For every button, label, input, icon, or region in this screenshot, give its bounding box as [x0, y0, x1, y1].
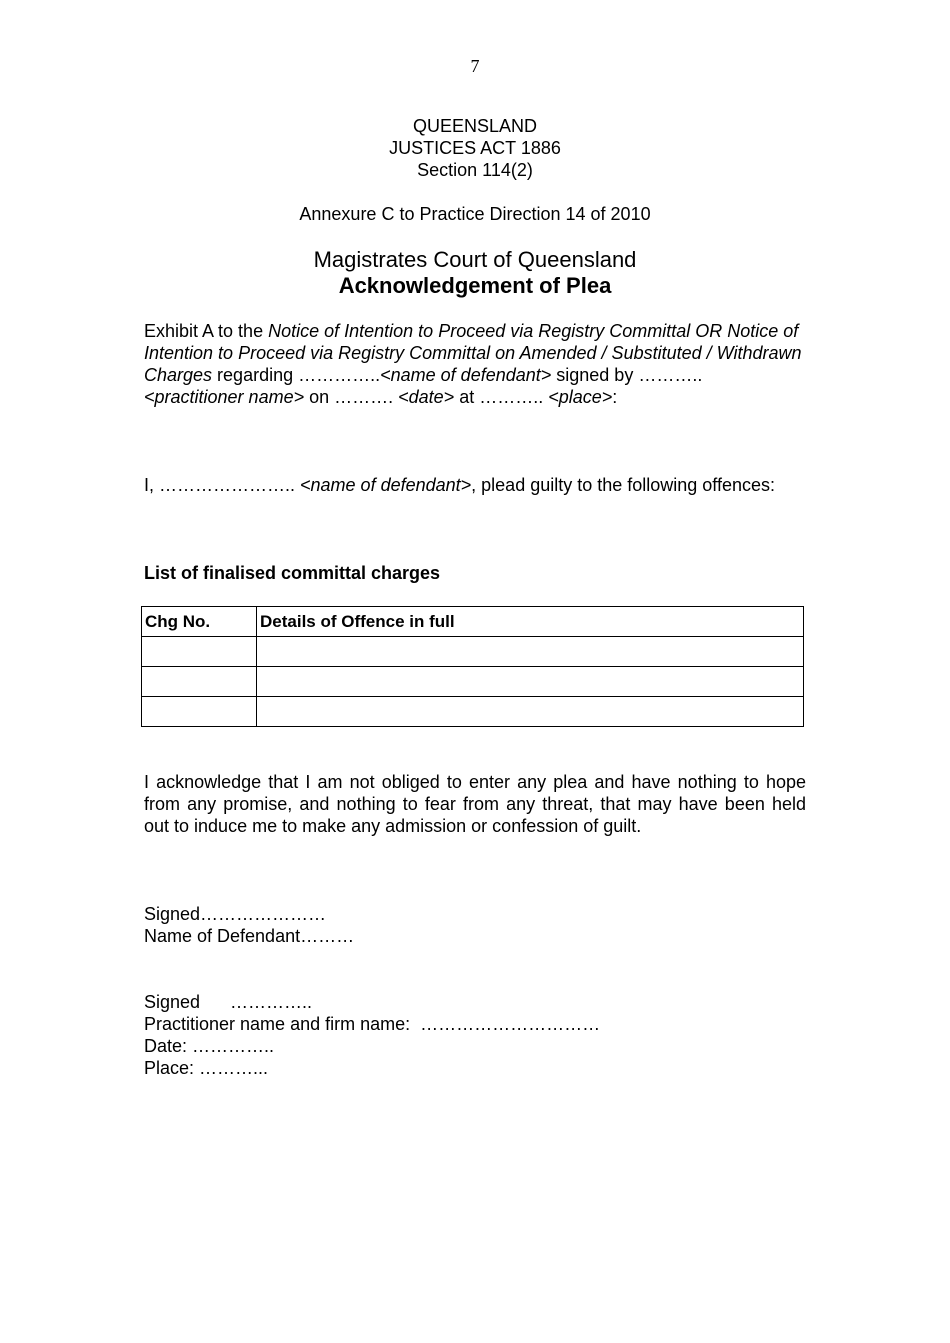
plea-statement [144, 474, 806, 496]
exhibit-paragraph [144, 320, 806, 408]
charge-number-cell[interactable] [142, 667, 257, 697]
charges-section-title: List of finalised committal charges [144, 563, 441, 583]
table-row [142, 637, 804, 667]
defendant-signed-line: Signed………………… [144, 904, 327, 924]
offence-details-cell[interactable] [257, 637, 804, 667]
plea-defendant-placeholder: <name of defendant> [300, 475, 472, 495]
section-reference: Section 114(2) [417, 160, 533, 180]
table-header-row [142, 607, 804, 637]
court-name: Magistrates Court of Queensland [313, 247, 637, 272]
practitioner-name-firm-line: Practitioner name and firm name: ………………………… [144, 1014, 601, 1034]
defendant-placeholder: <name of defendant> [380, 365, 552, 385]
practitioner-signed-line: Signed ………….. [144, 992, 313, 1012]
annexure-reference: Annexure C to Practice Direction 14 of 2010 [299, 204, 651, 224]
offence-details-cell[interactable] [257, 697, 804, 727]
page-number: 7 [470, 56, 480, 76]
document-header [0, 115, 950, 181]
defendant-signature-block [144, 903, 806, 947]
charge-number-cell[interactable] [142, 637, 257, 667]
plea-prefix: I, ………………….. [144, 475, 301, 495]
exhibit-suffix: : [612, 387, 618, 407]
notice-title: Notice of Intention to Proceed via Registry Committal OR Notice of Intention to Proceed via Registry Committal on Amended / Substituted / Withdrawn Charges [144, 321, 802, 385]
defendant-name-line: Name of Defendant……… [144, 926, 355, 946]
place-line: Place: ………... [144, 1058, 269, 1078]
plea-suffix: , plead guilty to the following offences: [471, 475, 776, 495]
acknowledgement-paragraph: I acknowledge that I am not obliged to enter any plea and have nothing to hope from any promise, and nothing to fear from any threat, that may have been held out to induce me to make any admission or confession of guilt. [144, 772, 806, 836]
header-charge-number: Chg No. [142, 607, 257, 637]
date-line: Date: ………….. [144, 1036, 275, 1056]
exhibit-prefix: Exhibit A to the [144, 321, 269, 341]
exhibit-on: on ………. [304, 387, 399, 407]
table-row [142, 667, 804, 697]
form-title: Acknowledgement of Plea [338, 273, 612, 298]
table-row [142, 697, 804, 727]
defendant-dots: ………….. [298, 365, 381, 385]
place-placeholder: <place> [548, 387, 613, 407]
exhibit-signed-by: signed by ……….. [551, 365, 703, 385]
practitioner-signature-block [144, 991, 806, 1079]
exhibit-regarding: regarding [212, 365, 299, 385]
exhibit-at: at ……….. [454, 387, 549, 407]
practitioner-placeholder: <practitioner name> [144, 387, 305, 407]
date-placeholder: <date> [398, 387, 455, 407]
charge-number-cell[interactable] [142, 697, 257, 727]
offence-details-cell[interactable] [257, 667, 804, 697]
act-name: JUSTICES ACT 1886 [389, 138, 561, 158]
charges-table [141, 606, 804, 727]
state-name: QUEENSLAND [412, 116, 538, 136]
header-offence-details: Details of Offence in full [257, 607, 804, 637]
